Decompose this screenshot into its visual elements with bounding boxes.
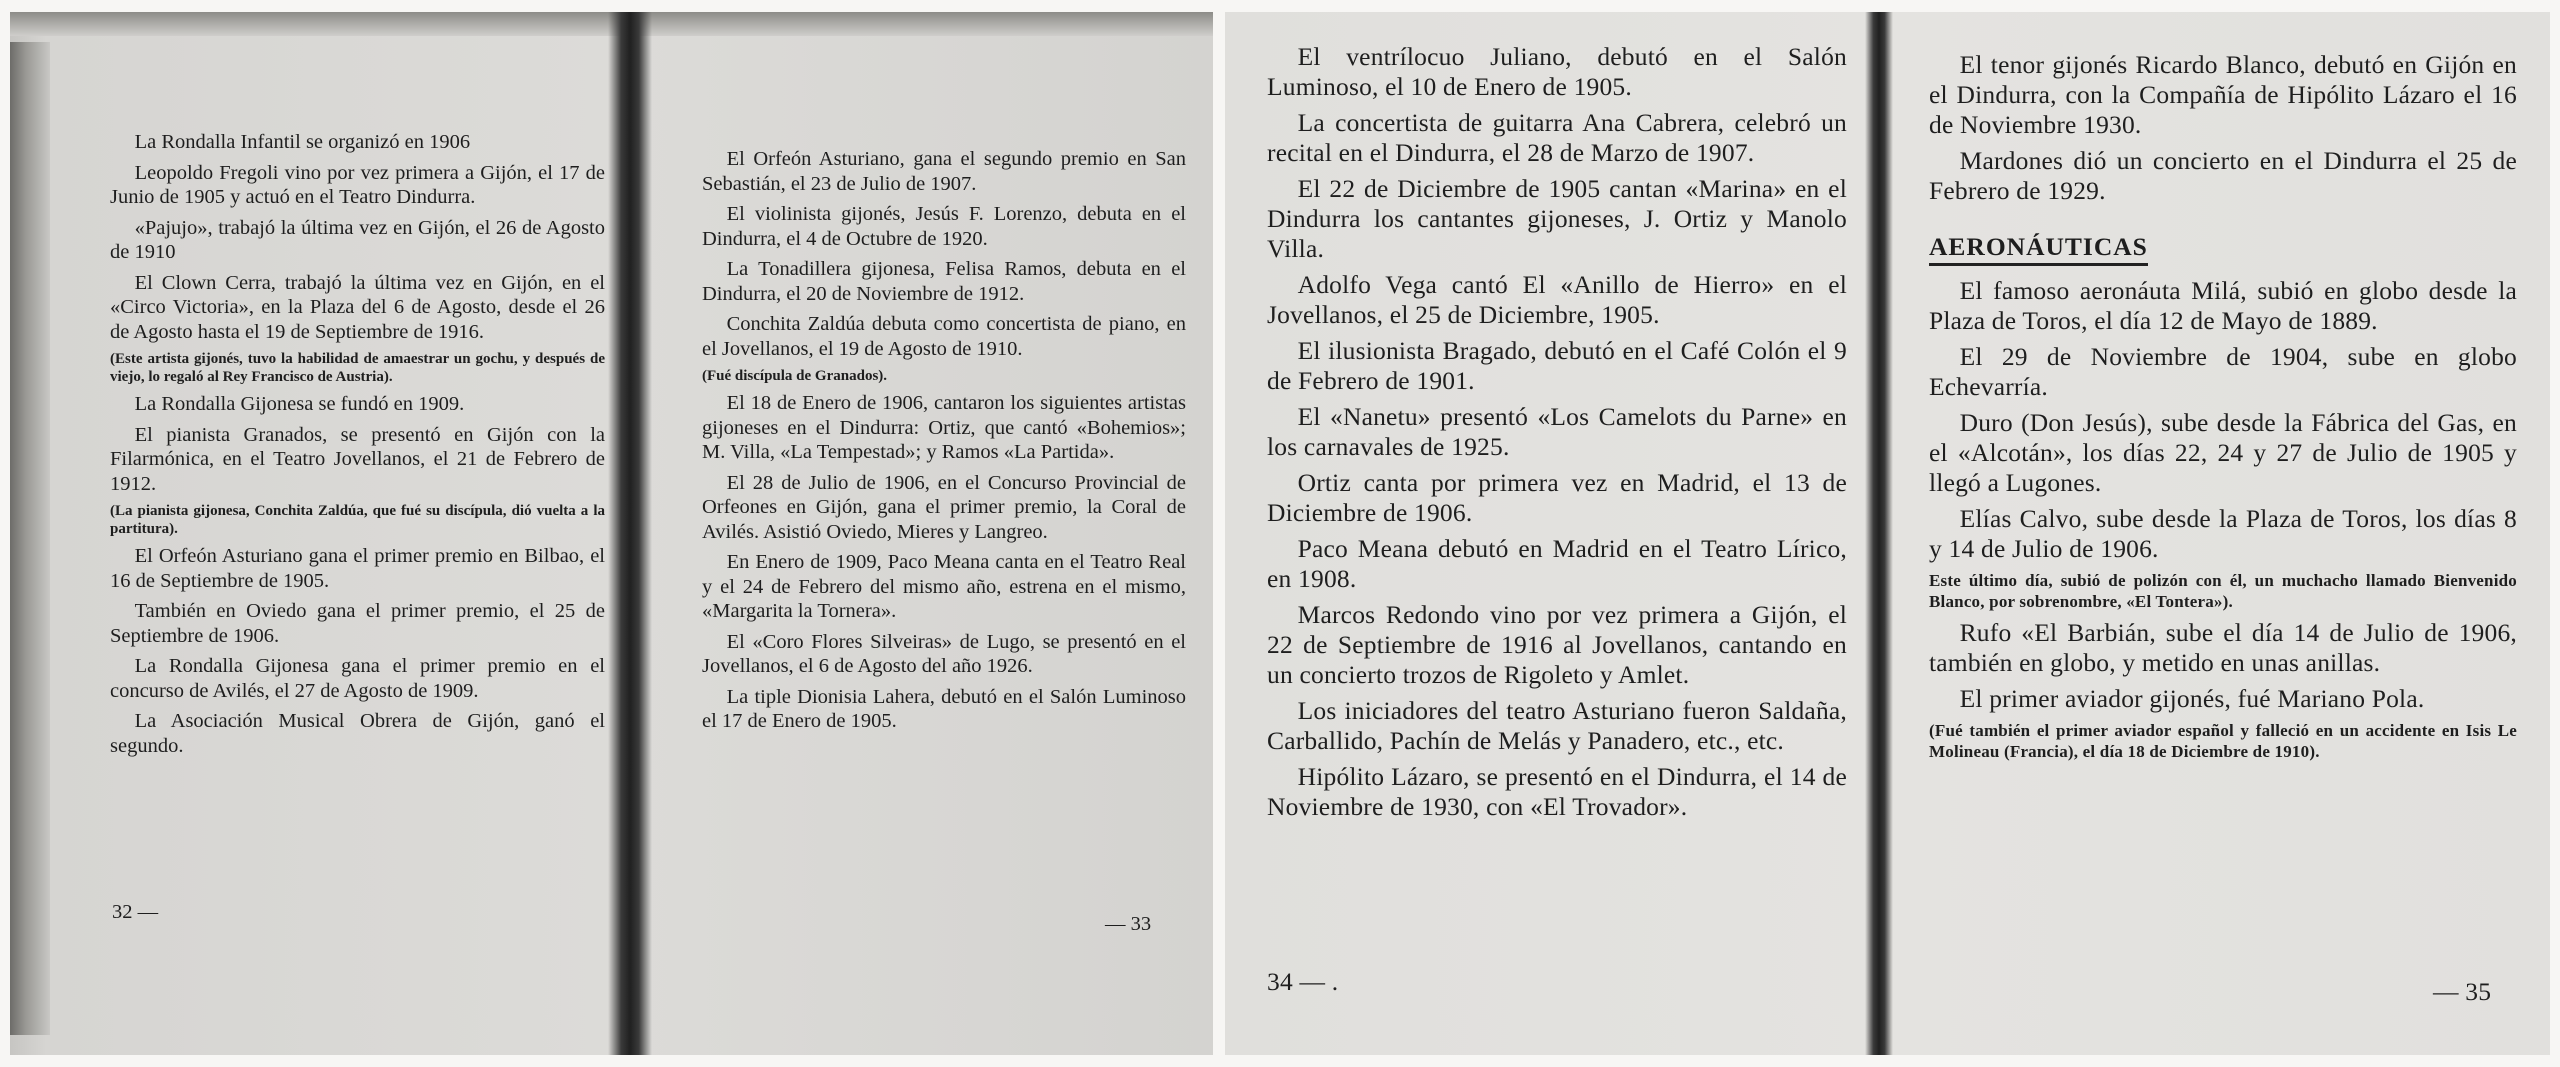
page-32-text <box>110 130 605 758</box>
page-34 <box>1225 12 1865 1055</box>
page-35 <box>1893 12 2550 1055</box>
footnote-paragraph: (Fué discípula de Granados). <box>702 368 888 384</box>
page-number-35: — 35 <box>2433 977 2492 1006</box>
book-photo-right <box>1225 12 2550 1055</box>
text-paragraph: El 22 de Diciembre de 1905 cantan «Marina» en el Dindurra los cantantes gijoneses, J. Ortiz y Manolo Villa. <box>1267 174 1847 263</box>
text-paragraph: El Orfeón Asturiano gana el primer premio en Bilbao, el 16 de Septiembre de 1905. <box>110 545 605 592</box>
text-paragraph: La Tonadillera gijonesa, Felisa Ramos, debuta en el Dindurra, el 20 de Noviembre de 1912. <box>702 258 1186 305</box>
section-heading-wrap <box>1929 232 2517 266</box>
text-paragraph: El «Coro Flores Silveiras» de Lugo, se presentó en el Jovellanos, el 6 de Agosto del año 1926. <box>702 630 1186 677</box>
text-paragraph: El Orfeón Asturiano, gana el segundo premio en San Sebastián, el 23 de Julio de 1907. <box>702 148 1186 195</box>
text-paragraph: El 18 de Enero de 1906, cantaron los siguientes artistas gijoneses en el Dindurra: Ortiz, que cantó «Bohemios»; M. Villa, «La Tempestad»; y Ramos «La Partida». <box>702 392 1186 463</box>
section-heading: AERONÁUTICAS <box>1929 232 2148 266</box>
footnote-paragraph: (Fué también el primer aviador español y falleció en un accidente en Isis Le Molineau (Francia), el día 18 de Diciembre de 1910). <box>1929 721 2517 761</box>
text-paragraph: El tenor gijonés Ricardo Blanco, debutó en Gijón en el Dindurra, con la Compañía de Hipólito Lázaro el 16 de Noviembre 1930. <box>1929 50 2517 139</box>
footnote-paragraph: (La pianista gijonesa, Conchita Zaldúa, que fué su discípula, dió vuelta a la partitura). <box>110 503 605 537</box>
text-paragraph: Elías Calvo, sube desde la Plaza de Toros, los días 8 y 14 de Julio de 1906. <box>1929 504 2517 563</box>
gutter-right <box>1865 12 1893 1055</box>
text-paragraph: El «Nanetu» presentó «Los Camelots du Parne» en los carnavales de 1925. <box>1267 402 1847 461</box>
text-paragraph: La Asociación Musical Obrera de Gijón, ganó el segundo. <box>110 710 605 757</box>
text-paragraph: La Rondalla Gijonesa se fundó en 1909. <box>134 393 465 415</box>
text-paragraph: El 28 de Julio de 1906, en el Concurso Provincial de Orfeones en Gijón, gana el primer premio, la Coral de Avilés. Asistió Oviedo, Mieres y Langreo. <box>702 471 1186 543</box>
text-paragraph: Adolfo Vega cantó El «Anillo de Hierro» en el Jovellanos, el 25 de Diciembre, 1905. <box>1267 270 1847 329</box>
text-paragraph: El ilusionista Bragado, debutó en el Café Colón el 9 de Febrero de 1901. <box>1267 336 1847 395</box>
text-paragraph: «Pajujo», trabajó la última vez en Gijón, el 26 de Agosto de 1910 <box>110 216 605 263</box>
text-paragraph: Rufo «El Barbián, sube el día 14 de Julio de 1906, también en globo, y metido en unas anillas. <box>1929 618 2517 677</box>
section-body <box>1929 276 2517 762</box>
book-photo-left <box>10 12 1213 1055</box>
text-paragraph: Paco Meana debutó en Madrid en el Teatro Lírico, en 1908. <box>1267 534 1847 593</box>
text-paragraph: El pianista Granados, se presentó en Gijón con la Filarmónica, en el Teatro Jovellanos, el 21 de Febrero de 1912. <box>110 423 605 495</box>
text-paragraph: El 29 de Noviembre de 1904, sube en globo Echevarría. <box>1929 342 2517 401</box>
text-paragraph: La tiple Dionisia Lahera, debutó en el Salón Luminoso el 17 de Enero de 1905. <box>702 685 1186 732</box>
text-paragraph: Mardones dió un concierto en el Dindurra el 25 de Febrero de 1929. <box>1929 146 2517 205</box>
text-paragraph: Los iniciadores del teatro Asturiano fueron Saldaña, Carballido, Pachín de Melás y Panadero, etc., etc. <box>1267 696 1847 755</box>
text-paragraph: Duro (Don Jesús), sube desde la Fábrica del Gas, en el «Alcotán», los días 22, 24 y 27 de Julio de 1905 y llegó a Lugones. <box>1929 408 2517 497</box>
text-paragraph: El famoso aeronáuta Milá, subió en globo desde la Plaza de Toros, el día 12 de Mayo de 1889. <box>1929 276 2517 335</box>
page-33 <box>650 12 1213 1055</box>
text-paragraph: Leopoldo Fregoli vino por vez primera a Gijón, el 17 de Junio de 1905 y actuó en el Teatro Dindurra. <box>110 161 605 208</box>
page-35-text <box>1929 50 2517 762</box>
text-paragraph: Conchita Zaldúa debuta como concertista de piano, en el Jovellanos, el 19 de Agosto de 1910. <box>702 313 1186 360</box>
footnote-paragraph: (Este artista gijonés, tuvo la habilidad de amaestrar un gochu, y después de viejo, lo regaló al Rey Francisco de Austria). <box>110 351 605 385</box>
gutter-left <box>608 12 652 1055</box>
text-paragraph: El ventrílocuo Juliano, debutó en el Salón Luminoso, el 10 de Enero de 1905. <box>1267 42 1847 101</box>
page-number-32: 32 — <box>112 901 159 923</box>
text-paragraph: Marcos Redondo vino por vez primera a Gijón, el 22 de Septiembre de 1916 al Jovellanos, cantando en un concierto trozos de Rigoleto y Amlet. <box>1267 600 1847 689</box>
page-number-33: — 33 <box>1105 913 1152 935</box>
text-paragraph: La Rondalla Infantil se organizó en 1906 <box>134 131 471 153</box>
page-number-34: 34 — . <box>1267 967 1339 996</box>
text-paragraph: La Rondalla Gijonesa gana el primer premio en el concurso de Avilés, el 27 de Agosto de 1909. <box>110 655 605 702</box>
text-paragraph: El violinista gijonés, Jesús F. Lorenzo, debuta en el Dindurra, el 4 de Octubre de 1920. <box>702 203 1186 250</box>
text-paragraph: En Enero de 1909, Paco Meana canta en el Teatro Real y el 24 de Febrero del mismo año, estrena en el mismo, «Margarita la Tornera». <box>702 551 1186 622</box>
page-32 <box>50 12 620 1055</box>
text-paragraph: El primer aviador gijonés, fué Mariano Pola. <box>1959 684 2425 713</box>
text-paragraph: Ortiz canta por primera vez en Madrid, el 13 de Diciembre de 1906. <box>1267 468 1847 527</box>
page-34-text <box>1267 42 1847 822</box>
text-paragraph: El Clown Cerra, trabajó la última vez en Gijón, en el «Circo Victoria», en la Plaza del 6 de Agosto, desde el 26 de Agosto hasta el 19 de Septiembre de 1916. <box>110 271 605 343</box>
footnote-paragraph: Este último día, subió de polizón con él, un muchacho llamado Bienvenido Blanco, por sobrenombre, «El Tontera»). <box>1929 571 2517 611</box>
page-33-text <box>702 147 1186 734</box>
text-paragraph: También en Oviedo gana el primer premio, el 25 de Septiembre de 1906. <box>110 600 605 647</box>
text-paragraph: Hipólito Lázaro, se presentó en el Dindurra, el 14 de Noviembre de 1930, con «El Trovador». <box>1267 762 1847 821</box>
book-edge <box>10 42 50 1035</box>
text-paragraph: La concertista de guitarra Ana Cabrera, celebró un recital en el Dindurra, el 28 de Marzo de 1907. <box>1267 108 1847 167</box>
